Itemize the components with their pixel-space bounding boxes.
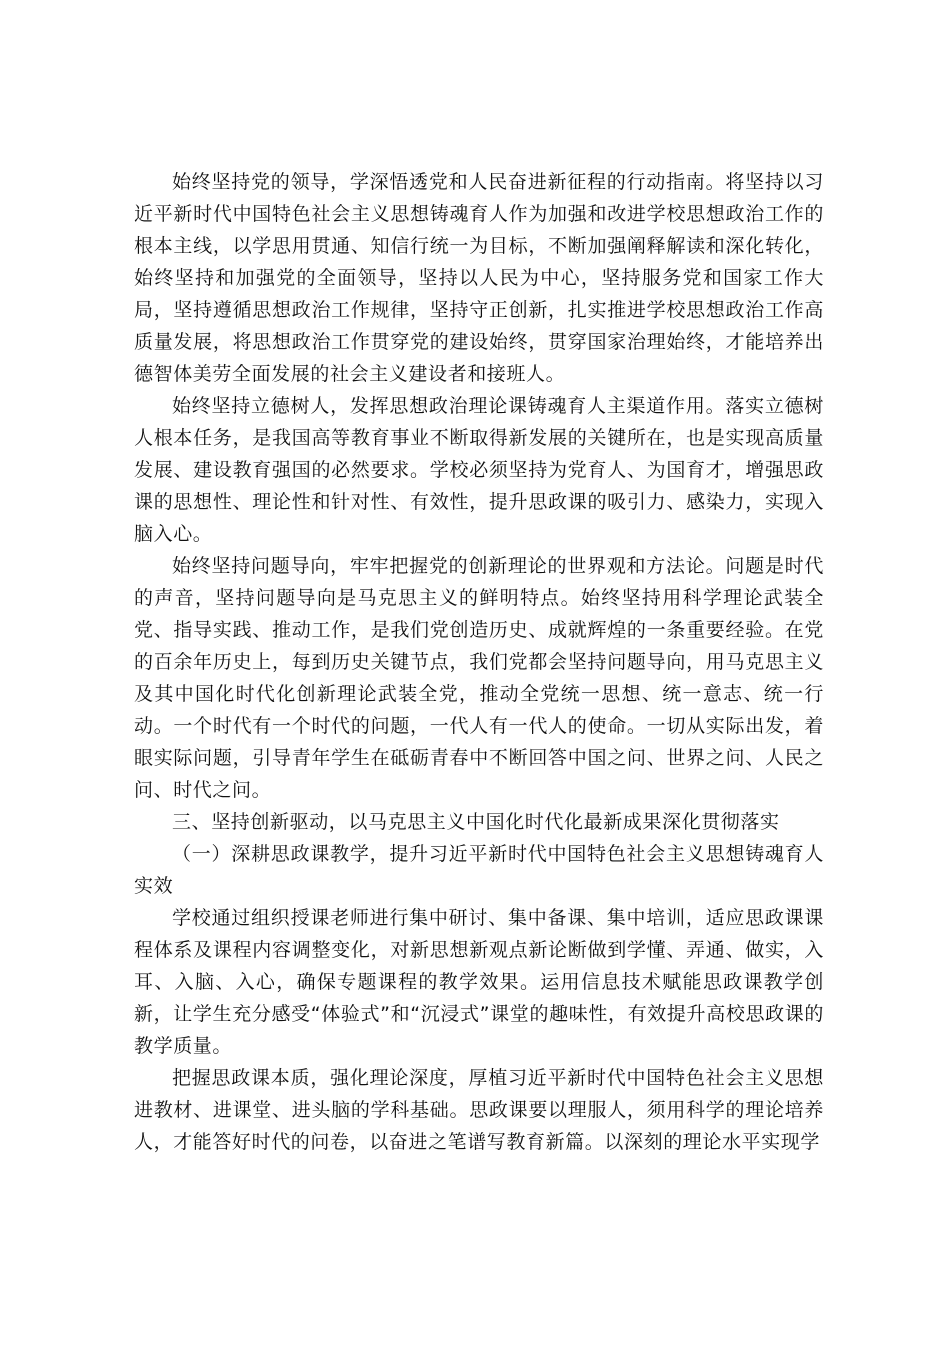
paragraph-teacher-training: 学校通过组织授课老师进行集中研讨、集中备课、集中培训，适应思政课课程体系及课程内容调整变化，对新思想新观点新论断做到学懂、弄通、做实，入耳、入脑、入心，确保专题课程的教学效果。运用信息技术赋能思政课教学创新，让学生充分感受“体验式”和“沉浸式”课堂的趣味性，有效提升高校思政课的教学质量。	[134, 907, 824, 1057]
paragraph-problem-orientation: 始终坚持问题导向，牢牢把握党的创新理论的世界观和方法论。问题是时代的声音，坚持问题导向是马克思主义的鲜明特点。始终坚持用科学理论武装全党、指导实践、推动工作，是我们党创造历史、成就辉煌的一条重要经验。在党的百余年历史上，每到历史关键节点，我们党都会坚持问题导向，用马克思主义及其中国化时代化创新理论武装全党，推动全党统一思想、统一意志、统一行动。一个时代有一个时代的问题，一代人有一代人的使命。一切从实际出发，着眼实际问题，引导青年学生在砥砺青春中不断回答中国之问、世界之问、人民之问、时代之问。	[134, 555, 824, 801]
paragraph-party-leadership: 始终坚持党的领导，学深悟透党和人民奋进新征程的行动指南。将坚持以习近平新时代中国特色社会主义思想铸魂育人作为加强和改进学校思想政治工作的根本主线，以学思用贯通、知信行统一为目标，不断加强阐释解读和深化转化，始终坚持和加强党的全面领导，坚持以人民为中心，坚持服务党和国家工作大局，坚持遵循思想政治工作规律，坚持守正创新，扎实推进学校思想政治工作高质量发展，将思想政治工作贯穿党的建设始终，贯穿国家治理始终，才能培养出德智体美劳全面发展的社会主义建设者和接班人。	[134, 171, 824, 385]
subsection-heading-ideological-course: （一）深耕思政课教学，提升习近平新时代中国特色社会主义思想铸魂育人实效	[134, 843, 824, 897]
section-heading-innovation: 三、坚持创新驱动，以马克思主义中国化时代化最新成果深化贯彻落实	[172, 811, 780, 833]
paragraph-moral-education: 始终坚持立德树人，发挥思想政治理论课铸魂育人主渠道作用。落实立德树人根本任务，是我国高等教育事业不断取得新发展的关键所在，也是实现高质量发展、建设教育强国的必然要求。学校必须坚持为党育人、为国育才，增强思政课的思想性、理论性和针对性、有效性，提升思政课的吸引力、感染力，实现入脑入心。	[134, 395, 824, 545]
document-body	[134, 166, 824, 1158]
paragraph-course-essence: 把握思政课本质，强化理论深度，厚植习近平新时代中国特色社会主义思想进教材、进课堂、进头脑的学科基础。思政课要以理服人，须用科学的理论培养人，才能答好时代的问卷，以奋进之笔谱写教育新篇。以深刻的理论水平实现学	[134, 1067, 824, 1153]
